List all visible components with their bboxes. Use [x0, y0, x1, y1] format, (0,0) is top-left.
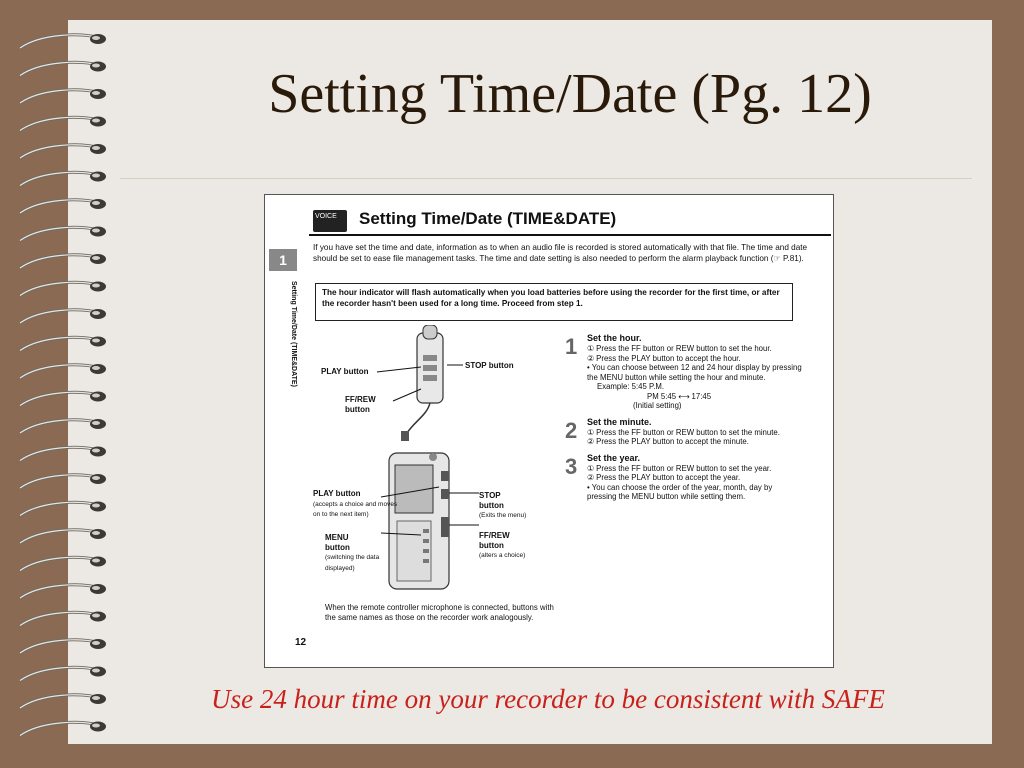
label-ffrew-main: FF/REW button (alters a choice) [479, 531, 526, 559]
label-play-remote: PLAY button [321, 367, 369, 376]
step-number: 2 [565, 417, 578, 443]
step-1 [565, 333, 803, 411]
manual-title-rule [309, 234, 831, 236]
page-number: 12 [295, 637, 307, 648]
label-ffrew-remote: FF/REW button [345, 395, 376, 414]
side-label: Setting Time/Date (TIME&DATE) [290, 281, 297, 387]
voice-icon: VOICE [313, 210, 347, 232]
step-2 [565, 416, 803, 447]
step-3 [565, 452, 803, 502]
manual-title: Setting Time/Date (TIME&DATE) [359, 209, 617, 228]
step-line: Example: 5:45 P.M. [597, 382, 665, 391]
step-line: ② Press the PLAY button to accept the minute. [587, 437, 749, 446]
step-heading: Set the minute. [587, 416, 652, 427]
step-line: ① Press the FF button or REW button to set the minute. [587, 427, 780, 437]
step-number: 3 [565, 453, 578, 479]
step-number: 1 [565, 334, 578, 359]
label-stop-remote: STOP button [465, 361, 514, 370]
label-menu: MENU button (switching the data displayed) [325, 533, 380, 572]
step-line: ② Press the PLAY button to accept the year. [587, 473, 741, 482]
step-line: PM 5:45 ⟷ 17:45 [647, 391, 712, 401]
manual-intro: If you have set the time and date, information as to when an audio file is recorded is stored automatically with that file. The time and date should be set to ease file management tasks. The time and date setting is also needed to perform the alarm playback function (☞ P.81). [313, 243, 808, 263]
step-line: • You can choose the order of the year, month, day by pressing the MENU button while setting them. [587, 482, 773, 501]
step-line: ② Press the PLAY button to accept the hour. [587, 353, 741, 363]
label-play-main: PLAY button (accepts a choice and moves on to the next item) [313, 489, 398, 518]
step-heading: Set the hour. [587, 333, 642, 343]
spiral-rings-icon [0, 8, 135, 748]
step-line: ① Press the FF button or REW button to set the year. [587, 463, 772, 473]
step-line: • You can choose between 12 and 24 hour display by pressing the MENU button while setting the hour and minute. [587, 363, 802, 382]
manual-page-image [264, 194, 834, 668]
slide-caption: Use 24 hour time on your recorder to be consistent with SAFE [211, 684, 885, 714]
step-heading: Set the year. [587, 452, 641, 463]
slide-title: Setting Time/Date (Pg. 12) [268, 63, 872, 125]
title-divider [120, 178, 972, 179]
step-line: (Initial setting) [633, 401, 682, 410]
steps-list [565, 333, 803, 508]
remote-note: When the remote controller microphone is connected, buttons with the same names as those on the recorder work analogously. [325, 603, 554, 622]
label-stop-main: STOP button (Exits the menu) [479, 491, 527, 519]
spiral-binding [0, 8, 135, 748]
chapter-tab: 1 [269, 249, 297, 271]
manual-note-box: The hour indicator will flash automatically when you load batteries before using the recorder for the first time, or after the recorder hasn't been used for a long time. Proceed from step 1. [315, 283, 793, 321]
step-line: ① Press the FF button or REW button to set the hour. [587, 344, 772, 353]
